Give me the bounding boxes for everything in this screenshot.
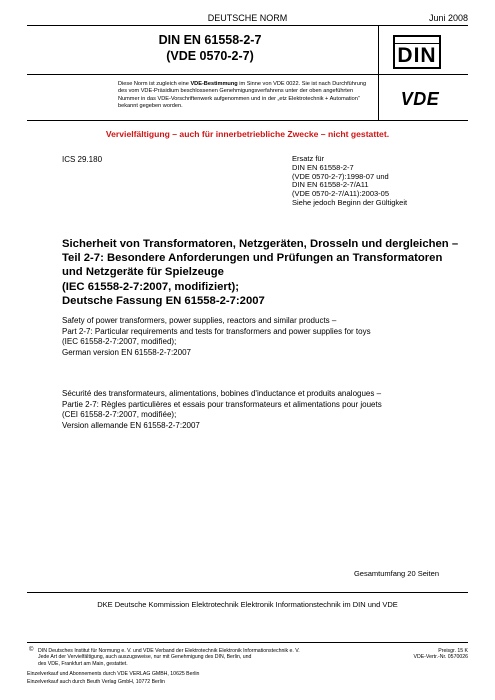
price-group: Preisgr. 15 K [438, 648, 468, 654]
main-title [62, 237, 472, 308]
english-title-line: (IEC 61558-2-7:2007, modified); [62, 337, 177, 347]
replacement-line: DIN EN 61558-2-7 [292, 162, 354, 172]
publication-date: Juni 2008 [428, 13, 468, 23]
din-logo [393, 35, 441, 69]
vde-number: (VDE 0570-2-7) [166, 49, 254, 63]
replacement-line: Siehe jedoch Beginn der Gültigkeit [292, 197, 408, 207]
vde-logo: VDE [400, 89, 440, 109]
notice-rule [27, 120, 468, 121]
copyright-symbol: © [29, 647, 34, 653]
logo-divider [378, 25, 379, 120]
copyright-line: des VDE, Frankfurt am Main, gestattet. [38, 660, 128, 667]
french-title-line: (CEI 61558-2-7:2007, modifiée); [62, 410, 177, 420]
title-rule [27, 74, 468, 75]
french-title-line: Partie 2-7: Règles particulières et essais pour transformateurs et alimentations pour jouets [62, 399, 382, 409]
english-title [62, 316, 472, 358]
main-title-line: Sicherheit von Transformatoren, Netzgeräten, Drosseln und dergleichen – [62, 238, 459, 250]
vde-contract-number: VDE-Vertr.-Nr. 0570026 [413, 654, 468, 661]
sales-line: Einzelverkauf auch durch Beuth Verlag GmbH, 10772 Berlin [27, 679, 165, 685]
copyright-block [38, 648, 338, 667]
copyright-line: DIN Deutsches Institut für Normung e. V. und VDE Verband der Elektrotechnik Elektronik Informationstechnik e. V. [38, 648, 300, 654]
replacement-line: (VDE 0570-2-7):1998-07 und [292, 171, 389, 181]
dke-top-rule [27, 592, 468, 593]
ics-code: ICS 29.180 [62, 155, 103, 164]
main-title-line: und Netzgeräte für Spielzeuge [62, 266, 224, 279]
copyright-line: Jede Art der Vervielfältigung, auch auszugsweise, nur mit Genehmigung des DIN, Berlin, und [38, 654, 252, 661]
norm-label: DEUTSCHE NORM [207, 13, 288, 23]
english-title-line: German version EN 61558-2-7:2007 [62, 347, 191, 357]
dke-line: DKE Deutsche Kommission Elektrotechnik Elektronik Informationstechnik im DIN und VDE [97, 600, 398, 609]
standard-number: DIN EN 61558-2-7 [158, 33, 262, 47]
sales-line: Einzelverkauf und Abonnements durch VDE VERLAG GMBH, 10625 Berlin [27, 671, 200, 677]
english-title-line: Safety of power transformers, power supplies, reactors and similar products – [62, 316, 337, 325]
notice-bold: VDE-Bestimmung [190, 81, 238, 87]
main-title-line: (IEC 61558-2-7:2007, modifiziert); [62, 280, 240, 293]
replacement-line: Ersatz für [292, 154, 325, 163]
main-title-line: Teil 2-7: Besondere Anforderungen und Prüfungen an Transformatoren [62, 252, 443, 265]
replacement-line: DIN EN 61558-2-7/A11 [292, 180, 369, 190]
english-title-line: Part 2-7: Particular requirements and tests for transformers and power supplies for toys [62, 326, 371, 336]
total-pages: Gesamtumfang 20 Seiten [353, 569, 439, 578]
replacement-line: (VDE 0570-2-7/A11):2003-05 [292, 189, 390, 199]
price-block [414, 648, 469, 661]
notice-post: im Sinne von VDE 0022. Sie ist nach Durchführung des vom VDE-Präsidium beschlossenen Genehmigungsverfahrens unter der oben angeführten Nummer in das VDE-Vorschriftenwerk aufgenommen und in der „etz Elektrotechnik + Automation“ bekannt gegeben worden. [118, 81, 367, 110]
french-title-line: Sécurité des transformateurs, alimentations, bobines d'inductance et produits analogues – [62, 389, 382, 398]
french-title [62, 389, 472, 431]
din-logo-text: DIN [397, 44, 437, 67]
vde-notice [118, 81, 370, 111]
replacement-block [292, 155, 407, 208]
main-title-line: Deutsche Fassung EN 61558-2-7:2007 [62, 294, 265, 307]
french-title-line: Version allemande EN 61558-2-7:2007 [62, 420, 200, 430]
top-rule [27, 25, 468, 26]
notice-pre: Diese Norm ist zugleich eine [118, 81, 191, 87]
footer-rule [27, 642, 468, 643]
reproduction-warning: Vervielfältigung – auch für innerbetriebliche Zwecke – nicht gestattet. [105, 129, 390, 139]
